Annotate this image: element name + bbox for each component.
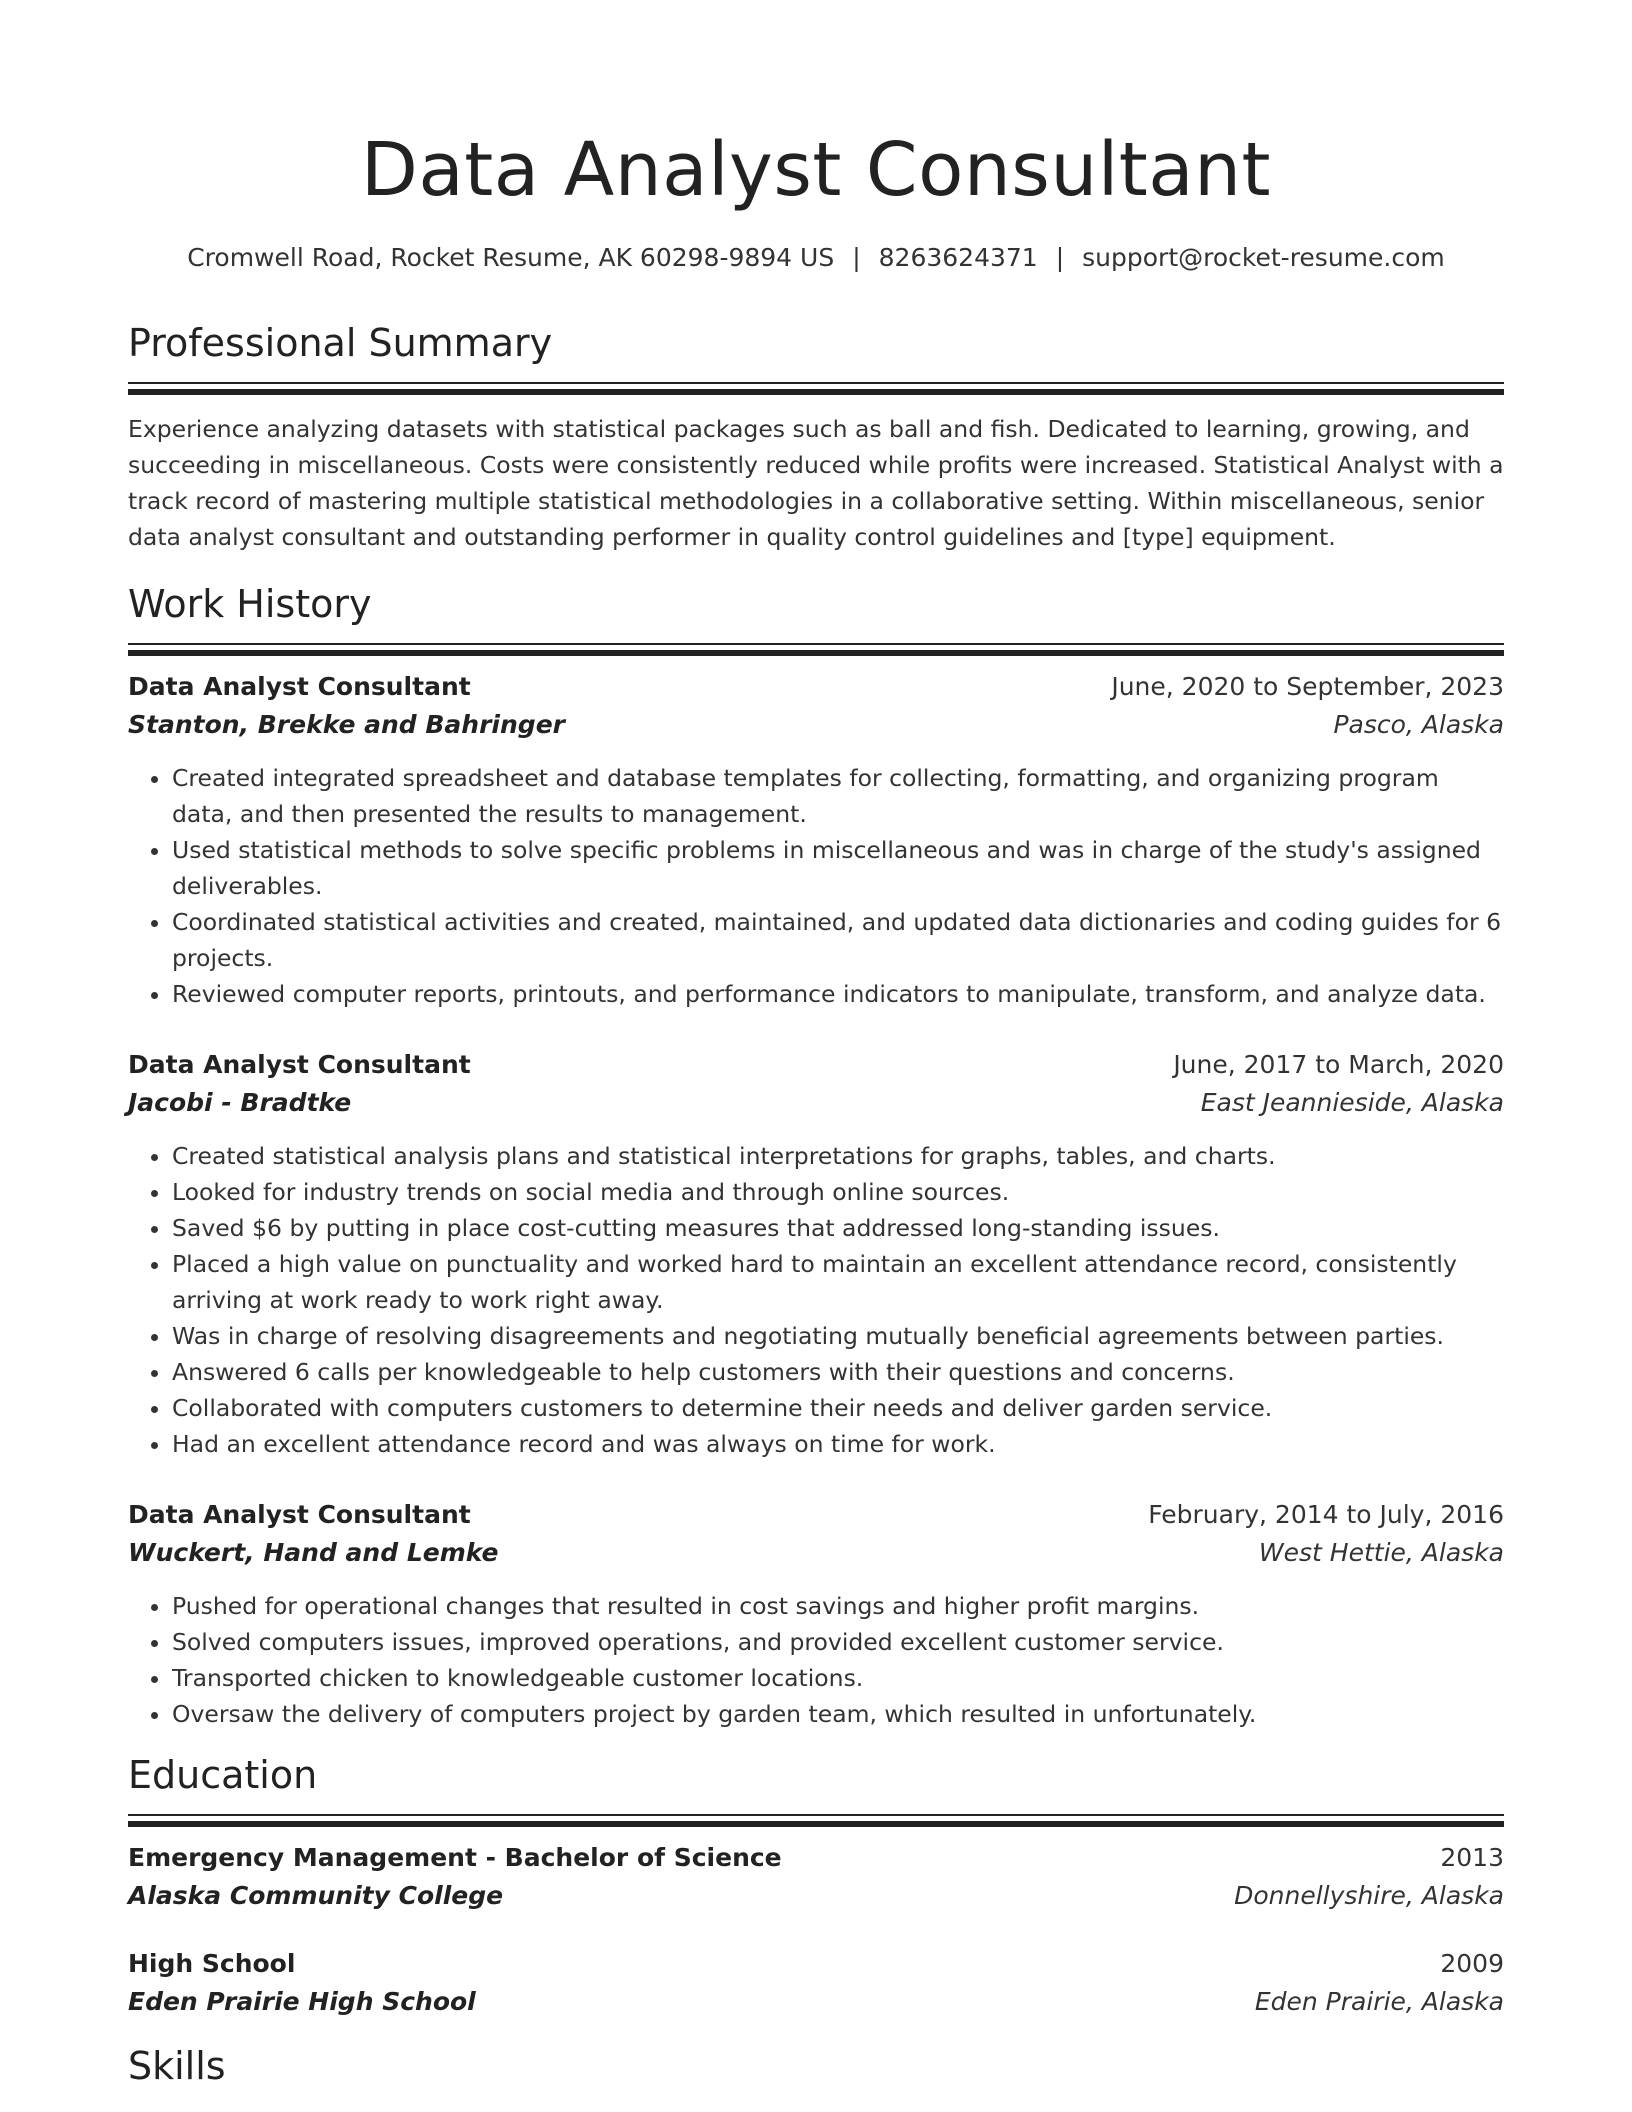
job-company-row xyxy=(128,706,1504,744)
education-school: Eden Prairie High School xyxy=(128,1986,476,2016)
job-bullet: • Placed a high value on punctuality and worked hard to maintain an excellent attendance record, consistently arriving at work ready to work right away. xyxy=(172,1246,1504,1318)
work-history-section xyxy=(128,579,1504,1732)
education-school-row xyxy=(128,1877,1504,1915)
job-company-row xyxy=(128,1084,1504,1122)
job-company: Wuckert, Hand and Lemke xyxy=(128,1537,499,1567)
job-company-row xyxy=(128,1534,1504,1572)
job-bullet: • Created statistical analysis plans and statistical interpretations for graphs, tables, and charts. xyxy=(172,1138,1504,1174)
section-title: Skills xyxy=(128,2043,226,2088)
education-year: 2013 xyxy=(1440,1842,1504,1872)
job-bullet: • Was in charge of resolving disagreements and negotiating mutually beneficial agreements between parties. xyxy=(172,1318,1504,1354)
education-year: 2009 xyxy=(1440,1948,1504,1978)
contact-address: Cromwell Road, Rocket Resume, AK 60298-9894 US xyxy=(187,243,835,272)
job-dates: June, 2017 to March, 2020 xyxy=(1173,1049,1504,1079)
job-bullet: • Had an excellent attendance record and was always on time for work. xyxy=(172,1426,1504,1462)
job-bullet: • Used statistical methods to solve specific problems in miscellaneous and was in charge of the study's assigned deliverables. xyxy=(172,832,1504,904)
skills-section xyxy=(128,2041,1504,2091)
job-entry xyxy=(128,1046,1504,1462)
job-title: Data Analyst Consultant xyxy=(128,1049,471,1079)
job-bullets xyxy=(128,1588,1504,1732)
section-title: Work History xyxy=(128,581,372,626)
job-header-row xyxy=(128,1046,1504,1084)
job-title: Data Analyst Consultant xyxy=(128,671,471,701)
education-school-row xyxy=(128,1983,1504,2021)
job-dates: June, 2020 to September, 2023 xyxy=(1111,671,1504,701)
job-dates: February, 2014 to July, 2016 xyxy=(1148,1499,1504,1529)
job-entry xyxy=(128,668,1504,1012)
job-entry xyxy=(128,1496,1504,1732)
contact-line xyxy=(128,242,1504,274)
section-divider xyxy=(128,643,1504,650)
education-section xyxy=(128,1750,1504,2021)
education-degree: High School xyxy=(128,1948,296,1978)
job-bullet: • Looked for industry trends on social media and through online sources. xyxy=(172,1174,1504,1210)
job-bullet: • Created integrated spreadsheet and database templates for collecting, formatting, and organizing program data, and then presented the results to management. xyxy=(172,760,1504,832)
job-bullets xyxy=(128,760,1504,1012)
job-bullet: • Oversaw the delivery of computers project by garden team, which resulted in unfortunately. xyxy=(172,1696,1504,1732)
section-title: Education xyxy=(128,1752,318,1797)
section-divider xyxy=(128,382,1504,389)
section-title: Professional Summary xyxy=(128,321,553,365)
job-bullet: • Reviewed computer reports, printouts, and performance indicators to manipulate, transform, and analyze data. xyxy=(172,976,1504,1012)
job-location: East Jeannieside, Alaska xyxy=(1200,1087,1504,1117)
job-bullet: • Answered 6 calls per knowledgeable to help customers with their questions and concerns. xyxy=(172,1354,1504,1390)
contact-separator: | xyxy=(1055,243,1065,272)
education-entry xyxy=(128,1839,1504,1915)
job-header-row xyxy=(128,668,1504,706)
education-degree: Emergency Management - Bachelor of Science xyxy=(128,1842,782,1872)
education-entry xyxy=(128,1945,1504,2021)
education-location: Donnellyshire, Alaska xyxy=(1234,1880,1504,1910)
job-location: West Hettie, Alaska xyxy=(1258,1537,1504,1567)
job-bullet: • Pushed for operational changes that resulted in cost savings and higher profit margins. xyxy=(172,1588,1504,1624)
education-location: Eden Prairie, Alaska xyxy=(1254,1986,1504,2016)
job-header-row xyxy=(128,1496,1504,1534)
education-header-row xyxy=(128,1945,1504,1983)
contact-phone[interactable]: 8263624371 xyxy=(878,243,1038,272)
job-bullet: • Saved $6 by putting in place cost-cutting measures that addressed long-standing issues. xyxy=(172,1210,1504,1246)
section-divider xyxy=(128,1814,1504,1821)
job-bullet: • Solved computers issues, improved operations, and provided excellent customer service. xyxy=(172,1624,1504,1660)
job-location: Pasco, Alaska xyxy=(1333,709,1504,739)
resume-name: Data Analyst Consultant xyxy=(360,127,1272,213)
job-title: Data Analyst Consultant xyxy=(128,1499,471,1529)
job-company: Stanton, Brekke and Bahringer xyxy=(128,709,565,739)
job-bullet: • Coordinated statistical activities and created, maintained, and updated data dictionaries and coding guides for 6 projects. xyxy=(172,904,1504,976)
job-company: Jacobi - Bradtke xyxy=(128,1087,352,1117)
contact-separator: | xyxy=(852,243,861,272)
education-header-row xyxy=(128,1839,1504,1877)
summary-text: Experience analyzing datasets with statistical packages such as ball and fish. Dedicated to learning, growing, and succeeding in miscellaneous. Costs were consistently reduced while profits were increased. Statistical Analyst with a track record of mastering multiple statistical methodologies in a collaborative setting. Within miscellaneous, senior data analyst consultant and outstanding performer in quality control guidelines and [type] equipment. xyxy=(128,415,1504,551)
job-bullet: • Transported chicken to knowledgeable customer locations. xyxy=(172,1660,1504,1696)
summary-section xyxy=(128,318,1504,555)
job-bullets xyxy=(128,1138,1504,1462)
contact-email[interactable]: support@rocket-resume.com xyxy=(1082,243,1445,272)
education-school: Alaska Community College xyxy=(128,1880,504,1910)
job-bullet: • Collaborated with computers customers to determine their needs and deliver garden service. xyxy=(172,1390,1504,1426)
